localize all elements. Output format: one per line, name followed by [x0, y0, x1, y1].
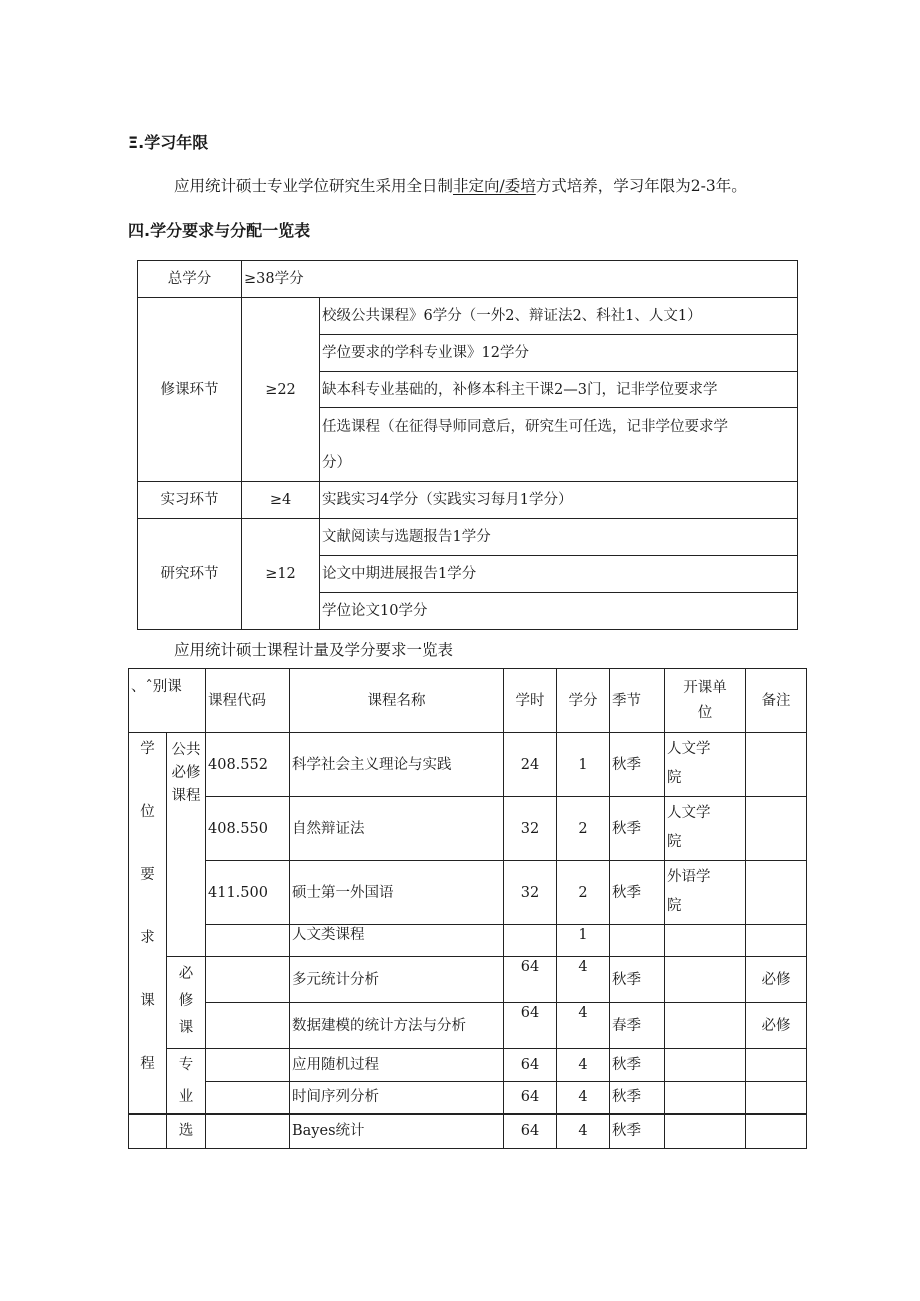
course-term: 春季	[610, 1003, 665, 1049]
group-degree-char: 学	[140, 741, 155, 757]
course-term: 秋季	[610, 1049, 665, 1082]
course-hours: 64	[504, 1003, 557, 1049]
course-name: 数据建模的统计方法与分析	[290, 1003, 504, 1049]
paragraph-prefix: 应用统计硕士专业学位研究生采用全日制	[174, 177, 454, 195]
header-code: 课程代码	[206, 669, 290, 733]
credit-table	[137, 260, 798, 630]
course-dept	[665, 925, 746, 957]
group-elective: 选	[167, 1114, 206, 1148]
course-credits: 4	[557, 1081, 610, 1114]
course-note	[746, 733, 807, 797]
course-dept	[665, 1081, 746, 1114]
course-hours	[504, 925, 557, 957]
header-dept-line: 位	[697, 704, 713, 721]
course-code: 408.552	[206, 733, 290, 797]
group-required-char: 课	[178, 1020, 194, 1036]
course-item-line: 分）	[322, 454, 351, 471]
course-note	[746, 925, 807, 957]
group-public-line: 必修	[171, 765, 201, 781]
paragraph-underlined: 非定向/委培	[453, 177, 536, 195]
course-table	[128, 668, 807, 1149]
course-hours: 64	[504, 1049, 557, 1082]
course-code	[206, 1114, 290, 1148]
course-credits: 4	[557, 957, 610, 1003]
course-dept-line: 人文学	[667, 741, 711, 757]
group-degree-char: 程	[140, 1056, 155, 1072]
course-note	[746, 797, 807, 861]
header-dept-line: 开课单	[683, 679, 727, 696]
total-label: 总学分	[138, 261, 242, 298]
course-dept-line: 院	[667, 898, 682, 914]
group-degree-char: 课	[140, 993, 155, 1009]
group-required	[167, 957, 206, 1049]
course-credits: 1	[557, 733, 610, 797]
course-name: 多元统计分析	[290, 957, 504, 1003]
course-note	[746, 1114, 807, 1148]
research-item: 论文中期进展报告1学分	[320, 556, 798, 593]
course-name: 时间序列分析	[290, 1081, 504, 1114]
course-hours: 64	[504, 957, 557, 1003]
course-hours: 64	[504, 1081, 557, 1114]
course-note: 必修	[746, 957, 807, 1003]
course-dept	[665, 1114, 746, 1148]
course-dept	[665, 1049, 746, 1082]
course-code	[206, 957, 290, 1003]
course-dept	[665, 957, 746, 1003]
header-name: 课程名称	[290, 669, 504, 733]
section3-paragraph	[174, 174, 747, 196]
paragraph-suffix: 方式培养，学习年限为2-3年。	[535, 177, 747, 195]
course-note: 必修	[746, 1003, 807, 1049]
research-item: 文献阅读与选题报告1学分	[320, 519, 798, 556]
practice-credit: ≥4	[242, 482, 320, 519]
course-dept	[665, 861, 746, 925]
course-credits: 4	[557, 1003, 610, 1049]
course-credits: 2	[557, 861, 610, 925]
course-name: Bayes统计	[290, 1114, 504, 1148]
section4-heading: 四.学分要求与分配一览表	[128, 221, 311, 240]
group-degree-char: 位	[140, 804, 155, 820]
group-public-line: 公共	[171, 742, 201, 758]
course-credits: 4	[557, 1114, 610, 1148]
course-dept-line: 人文学	[667, 805, 711, 821]
group-public	[167, 733, 206, 957]
course-name: 人文类课程	[290, 925, 504, 957]
group-major-char: 业	[178, 1089, 194, 1105]
course-note	[746, 1081, 807, 1114]
group-degree-char: 求	[140, 930, 155, 946]
course-note	[746, 1049, 807, 1082]
group-major-char: 专	[178, 1057, 194, 1073]
course-credits: 2	[557, 797, 610, 861]
practice-label: 实习环节	[138, 482, 242, 519]
group-public-line: 课程	[171, 788, 201, 804]
course-credits: 1	[557, 925, 610, 957]
course-dept-line: 院	[667, 770, 682, 786]
course-name: 科学社会主义理论与实践	[290, 733, 504, 797]
course-name: 硕士第一外国语	[290, 861, 504, 925]
course-dept	[665, 1003, 746, 1049]
course-code	[206, 925, 290, 957]
course-note	[746, 861, 807, 925]
course-code: 408.550	[206, 797, 290, 861]
total-value: ≥38学分	[242, 261, 798, 298]
course-name: 应用随机过程	[290, 1049, 504, 1082]
course-term: 秋季	[610, 797, 665, 861]
course-dept	[665, 797, 746, 861]
course-term: 秋季	[610, 1114, 665, 1148]
course-dept-line: 外语学	[667, 869, 711, 885]
course-credits: 4	[557, 1049, 610, 1082]
course-code	[206, 1049, 290, 1082]
course-item: 学位要求的学科专业课》12学分	[320, 335, 798, 372]
course-dept	[665, 733, 746, 797]
group-degree-char: 要	[140, 867, 155, 883]
research-credit: ≥12	[242, 519, 320, 630]
group-blank	[129, 1114, 167, 1148]
group-required-char: 修	[178, 993, 194, 1009]
course-name: 自然辩证法	[290, 797, 504, 861]
course-code: 411.500	[206, 861, 290, 925]
course-hours: 24	[504, 733, 557, 797]
research-label: 研究环节	[138, 519, 242, 630]
group-major	[167, 1049, 206, 1115]
header-note: 备注	[746, 669, 807, 733]
course-code	[206, 1003, 290, 1049]
course-term: 秋季	[610, 861, 665, 925]
course-term	[610, 925, 665, 957]
course-dept-line: 院	[667, 834, 682, 850]
course-code	[206, 1081, 290, 1114]
course-item: 校级公共课程》6学分（一外2、辩证法2、科社1、人文1）	[320, 298, 798, 335]
course-label: 修课环节	[138, 298, 242, 482]
course-item: 缺本科专业基础的，补修本科主干课2—3门，记非学位要求学	[320, 372, 798, 408]
course-term: 秋季	[610, 733, 665, 797]
header-term: 季节	[610, 669, 665, 733]
research-item: 学位论文10学分	[320, 593, 798, 630]
group-degree	[129, 733, 167, 1115]
course-hours: 32	[504, 797, 557, 861]
header-category: 、ˆ别课	[129, 669, 206, 733]
header-credits: 学分	[557, 669, 610, 733]
course-table-caption: 应用统计硕士课程计量及学分要求一览表	[174, 641, 454, 659]
course-hours: 64	[504, 1114, 557, 1148]
course-credit: ≥22	[242, 298, 320, 482]
course-item-line: 任选课程（在征得导师同意后，研究生可任选，记非学位要求学	[322, 418, 728, 435]
course-item-elective	[320, 408, 798, 482]
course-hours: 32	[504, 861, 557, 925]
group-required-char: 必	[178, 966, 194, 982]
course-term: 秋季	[610, 1081, 665, 1114]
course-term: 秋季	[610, 957, 665, 1003]
header-dept	[665, 669, 746, 733]
section3-heading: Ξ.学习年限	[128, 133, 209, 152]
practice-item: 实践实习4学分（实践实习每月1学分）	[320, 482, 798, 519]
header-hours: 学时	[504, 669, 557, 733]
